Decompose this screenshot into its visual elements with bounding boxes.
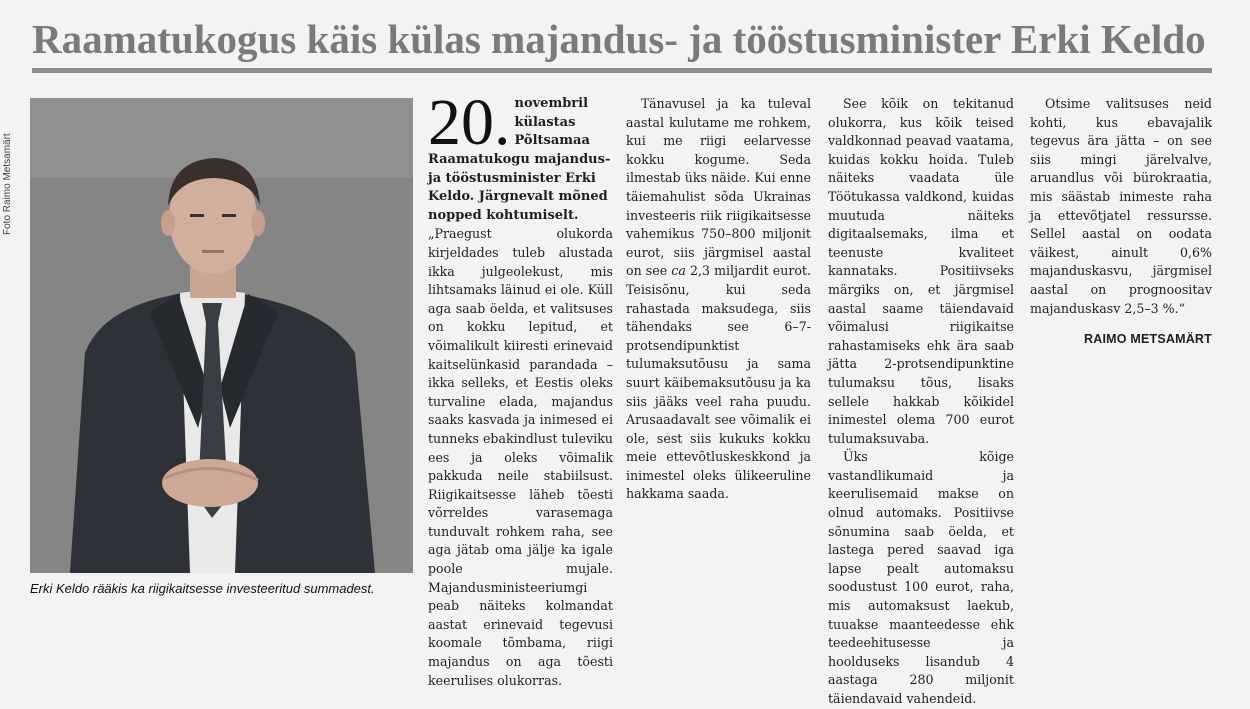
column-1 <box>428 86 614 688</box>
body-paragraph-4: Üks kõige vastandlikumaid ja keerulisemaid makse on olnud automaks. Positiivse sõnumina saab öelda, et lastega pered saavad iga lapse pealt automaksu soodustust 100 eurot, raha, mis automaksust laekub, tuuakse maanteedesse ehk teedeehitusesse ja hoolduseks lisandub 4 aastaga 280 miljonit täiendavaid vahendeid. <box>828 449 1014 706</box>
body-paragraph-3: See kõik on tekitanud olukorra, kus kõik teised valdkonnad peavad vaatama, kuidas kokku hoida. Tuleb näiteks vaadata üle Töötukassa valdkond, kuidas muutuda näiteks digitaalsemaks, ilma et teenuste kvaliteet kannataks. Positiivseks märgiks on, et järgmisel aastal saame täiendavaid võimalusi riigikaitse rahastamiseks ehk ära saab jätta 2-protsendipunktine tulumaksu tõus, lisaks sellele hakkab kõikidel inimestel olema 700 eurot tulumaksuvaba. <box>828 96 1014 446</box>
photo-erki-keldo <box>30 98 413 573</box>
body-paragraph-5: Otsime valitsuses neid kohti, kus ebavajalik tegevus ära jätta – on see siis mingi järelvalve, aruandlus või bürokraatia, mis säästab inimeste raha ja ettevõtjatel ressursse. Sellel aastal on oodata väikest, ainult 0,6% majanduskasvu, järgmisel aastal on prognoositav majanduskasv 2,5–3 %.“ <box>1030 96 1212 316</box>
portrait-illustration <box>30 98 413 573</box>
dropcap-date: 20. <box>428 86 511 159</box>
photo-credit-text: Foto Raimo Metsamärt <box>2 133 13 235</box>
column-2 <box>626 95 811 504</box>
body-paragraph-2-text: Tänavusel ja ka tuleval aastal kulutame me rohkem, kui me riigi eelarvesse kokku kogume. Seda ilmestab üks näide. Kui enne täiemahulist sõda Ukrainas investeeris riik riigikaitsesse vahemikus 750–800 miljonit eurot, siis järgmisel aastal on see <box>626 96 811 279</box>
lead-paragraph: novembril külastas Põltsamaa Raamatukogu majandus- ja tööstusminister Erki Keldo. Järgnevalt mõned nopped kohtumiselt. <box>428 96 611 223</box>
body-paragraph-2-ca: ca <box>671 263 686 279</box>
photo-caption: Erki Keldo rääkis ka riigikaitsesse investeeritud summadest. <box>30 581 375 596</box>
headline: Raamatukogus käis külas majandus- ja tööstusminister Erki Keldo <box>32 16 1206 62</box>
body-paragraph-2-rest: 2,3 miljardit eurot. Teisisõnu, kui seda rahastada maksudega, siis tähendaks see 6–7-protsendipunktist tulumaksutõusu ja sama suurt käibemaksutõusu ja ka siis jääks veel raha puudu. Arusaadavalt see võimalik ei ole, sest siis kukuks kokku meie ettevõtluskeskkond ja inimestel oleks ülikeeruline hakkama saada. <box>626 263 811 502</box>
body-paragraph-1: „Praegust olukorda kirjeldades tuleb alustada ikka julgeolekust, mis lihtsamaks läinud ei ole. Küll aga saab öelda, et valitsuses on kokku lepitud, et võimalikult kiiresti erinevaid kaitselünkasid parandada – ikka selleks, et Eestis oleks turvaline elada, majandus saaks kasvada ja inimesed ei tunneks ebakindlust tuleviku ees ja oleks võimalik pakkuda neile stabiilsust. Riigikaitsesse läheb tõesti võrreldes varasemaga tunduvalt rohkem raha, see aga jätab oma jälje ka igale poole mujale. Majandusministeeriumgi peab näiteks kolmandat aastat erinevaid tegevusi koomale tõmbama, riigi majandus on aga tõesti keerulises olukorras. <box>428 226 614 688</box>
column-4 <box>1030 95 1212 349</box>
body-paragraph-2 <box>626 95 811 504</box>
headline-rule <box>32 68 1212 73</box>
author-byline: RAIMO METSAMÄRT <box>1084 332 1212 347</box>
photo-credit <box>2 100 24 235</box>
column-3 <box>828 95 1014 706</box>
